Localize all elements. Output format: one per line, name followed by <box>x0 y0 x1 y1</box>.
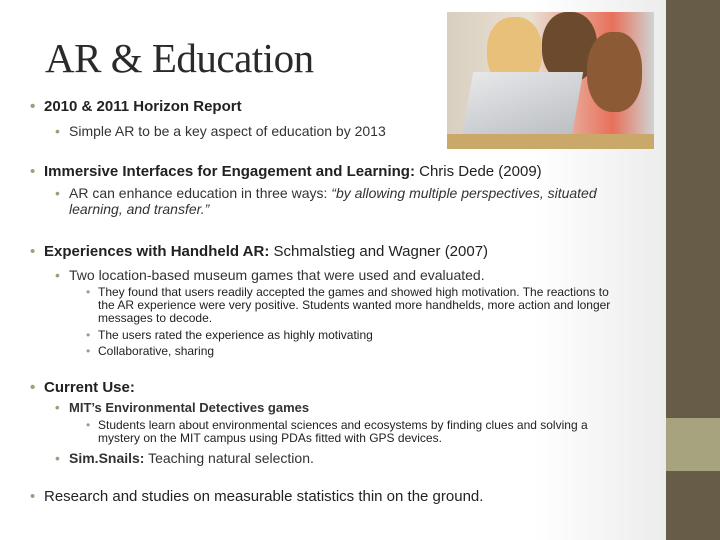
sub-bullet: • Simple AR to be a key aspect of education by 2013 <box>69 122 386 140</box>
bullet-horizon-report: • 2010 & 2011 Horizon Report <box>44 98 242 116</box>
quote-text: “by allowing multiple perspectives, situated learning, and transfer.” <box>69 185 597 217</box>
sub-sub-bullet: • Students learn about environmental sciences and ecosystems by finding clues and solving a mystery on the MIT campus using PDAs fitted with GPS devices. <box>98 419 628 445</box>
sub-sub-bullet: • They found that users readily accepted the games and showed high motivation. The reactions to the AR experience were very positive. Students wanted more handhelds, more action and longer messages to decode. <box>98 286 628 325</box>
sub-bullet <box>69 449 314 467</box>
bullet-text: Schmalstieg and Wagner (2007) <box>269 243 489 260</box>
bullet-text: Chris Dede (2009) <box>414 163 542 180</box>
children-laptop-photo <box>447 12 654 149</box>
bullet-heading: Experiences with Handheld AR: <box>44 243 270 260</box>
sub-sub-bullet: • The users rated the experience as highly motivating <box>98 329 628 342</box>
sub-bullet: • MIT’s Environmental Detectives games <box>69 399 309 417</box>
sub-sub-bullet: • Collaborative, sharing <box>98 345 628 358</box>
bullet-heading: Immersive Interfaces for Engagement and Learning: <box>44 163 415 180</box>
bullet-text: Teaching natural selection. <box>144 450 314 466</box>
side-band-decoration <box>666 418 720 471</box>
bullet-handheld-ar <box>44 243 488 261</box>
bullet-research: • Research and studies on measurable statistics thin on the ground. <box>44 488 483 506</box>
slide-title: AR & Education <box>45 35 314 81</box>
bullet-current-use: • Current Use: <box>44 379 135 397</box>
bullet-text: AR can enhance education in three ways: <box>69 185 332 201</box>
sub-bullet <box>69 185 629 217</box>
bullet-immersive-interfaces <box>44 163 542 181</box>
bullet-heading: Sim.Snails: <box>69 450 145 466</box>
sub-bullet: • Two location-based museum games that were used and evaluated. <box>69 266 485 284</box>
